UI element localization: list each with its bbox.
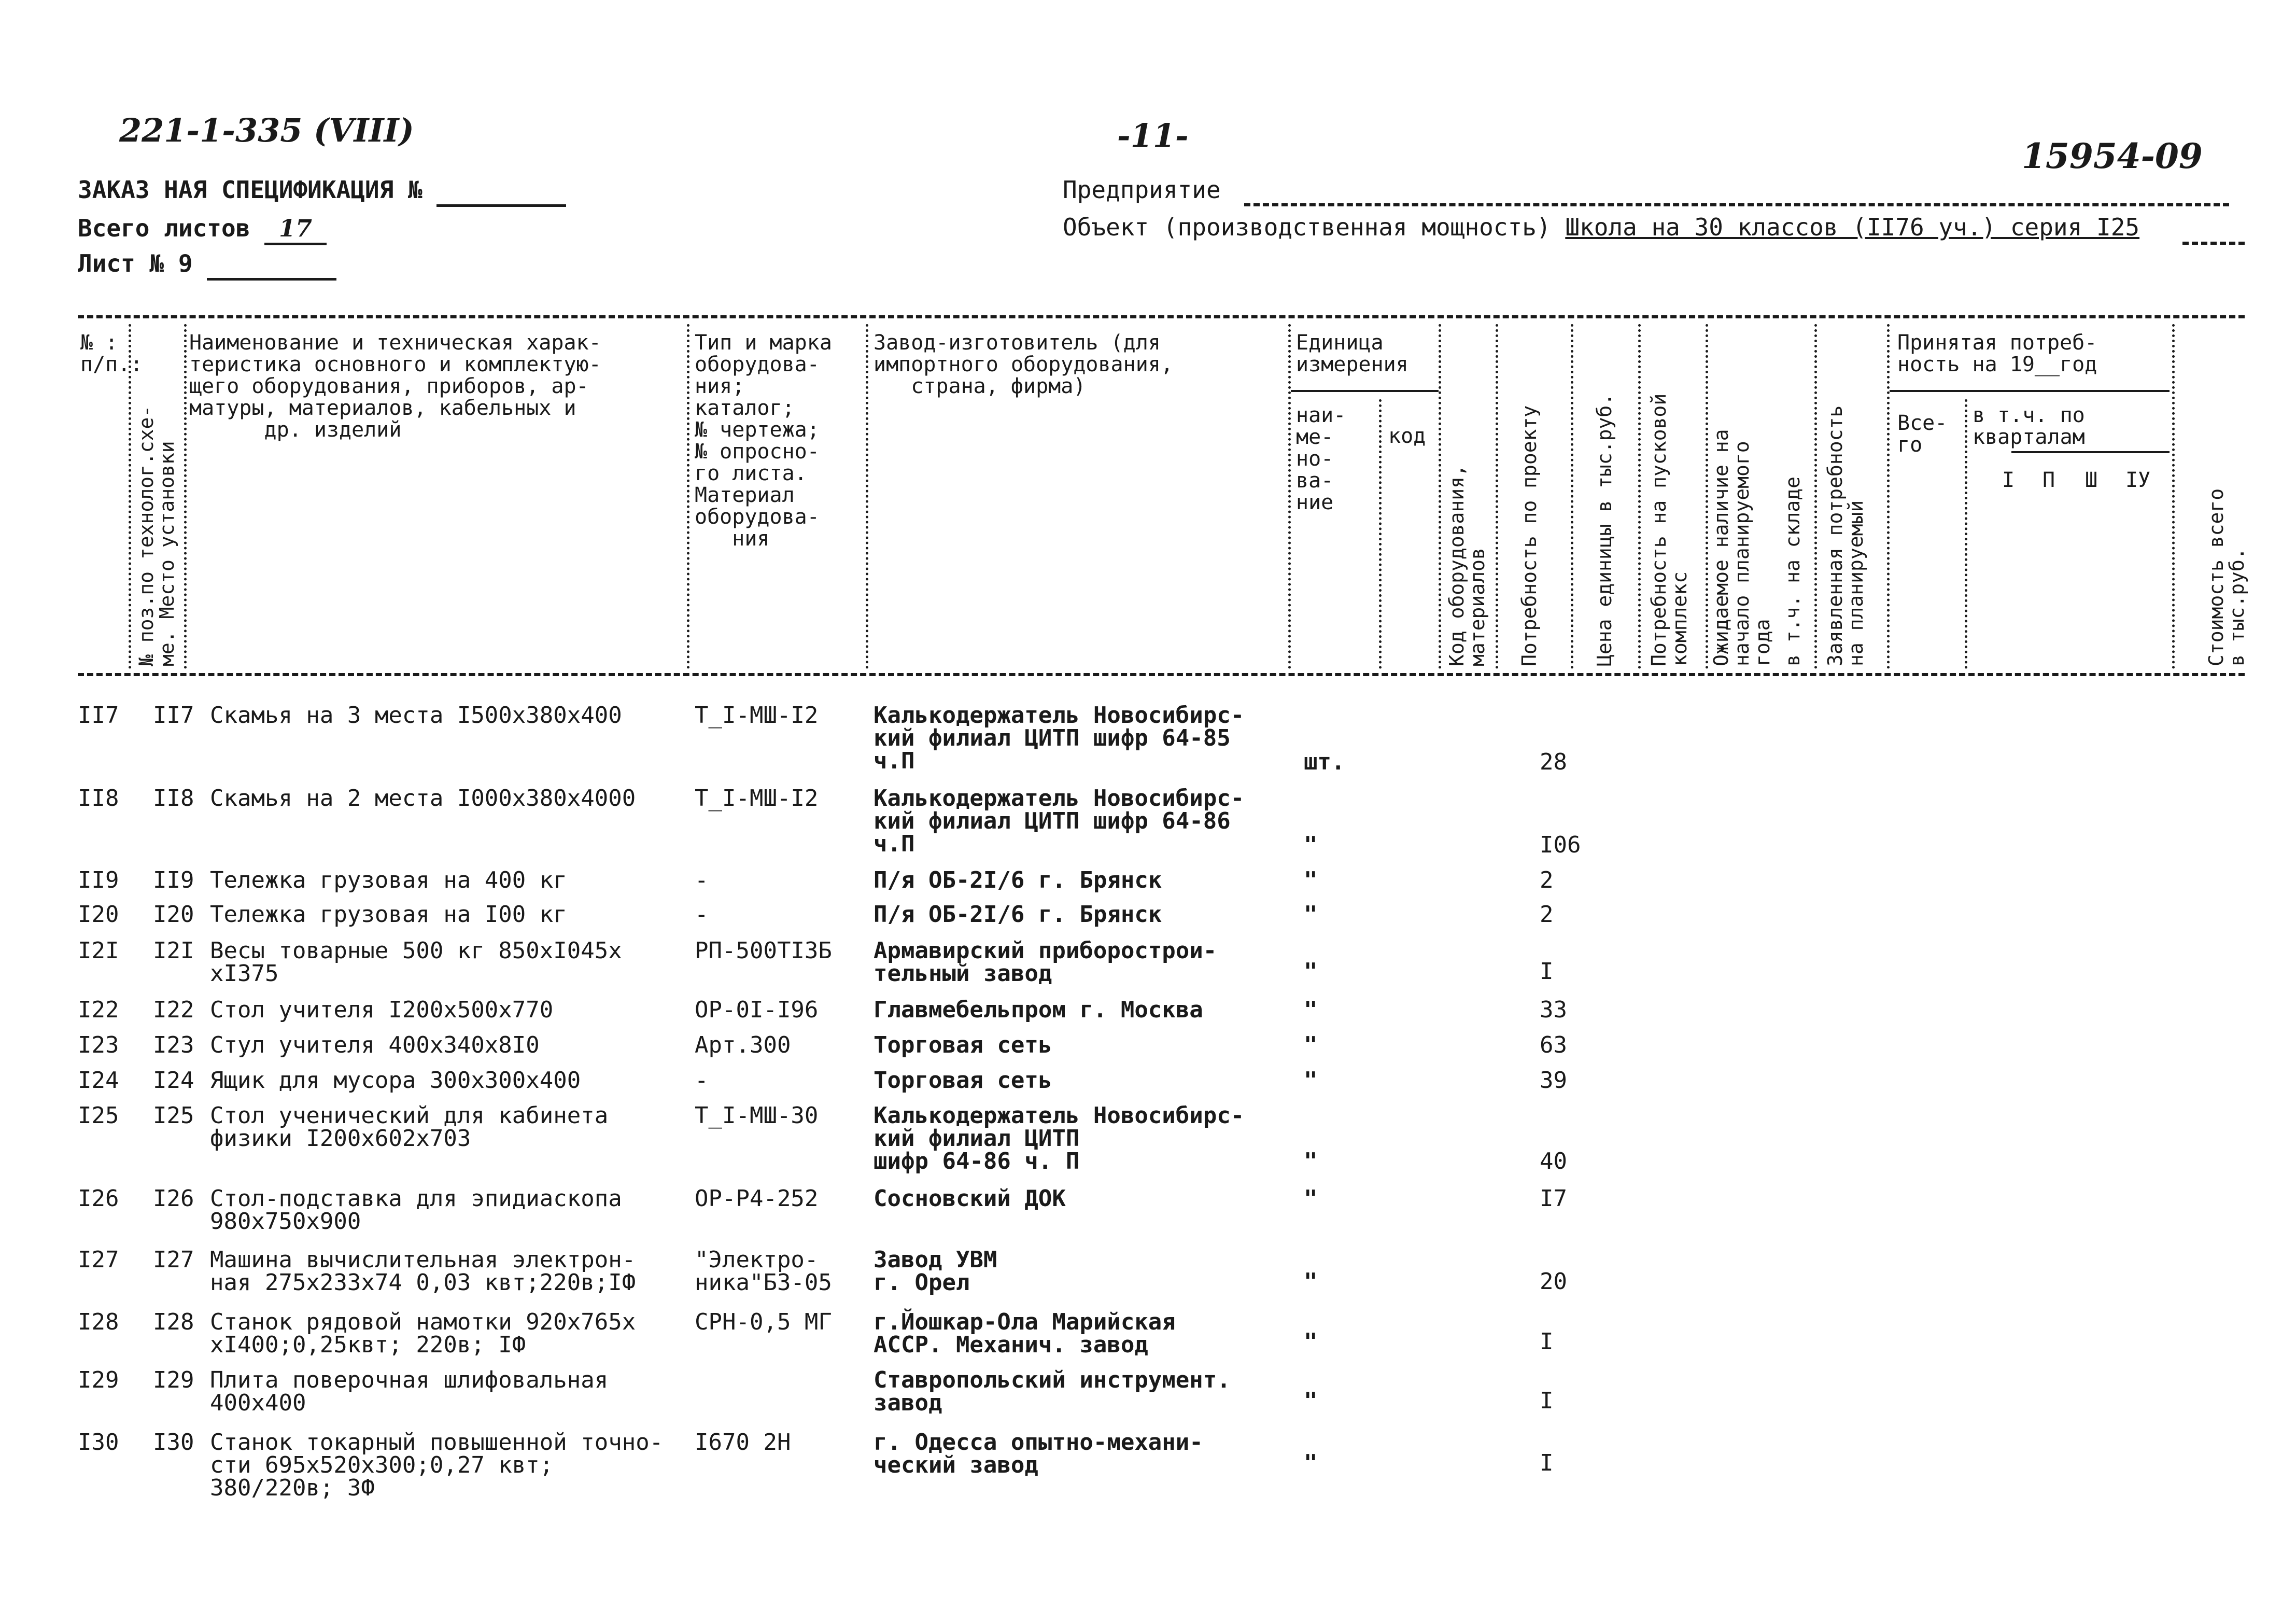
header-accepted-total: Все- го <box>1897 411 1948 457</box>
row-unit: " <box>1304 1328 1318 1355</box>
enterprise-label: Предприятие <box>1063 176 1221 204</box>
row-position: II9 <box>153 867 194 893</box>
unit-group-rule <box>1291 390 1439 392</box>
row-number: I2I <box>78 938 119 964</box>
row-unit: " <box>1304 958 1318 985</box>
row-name: Плита поверочная шлифовальная 400х400 <box>210 1367 609 1416</box>
header-pos: № поз.по технолог.схе- ме. Место установки <box>135 405 178 666</box>
header-quarter-3: Ш <box>2085 468 2098 492</box>
header-unit-code: код <box>1388 424 1426 448</box>
row-number: I24 <box>78 1067 119 1094</box>
row-position: I30 <box>153 1429 194 1456</box>
row-maker: Торговая сеть <box>874 1067 1052 1094</box>
row-maker: П/я ОБ-2I/6 г. Брянск <box>874 867 1162 893</box>
sheet-number-label: Лист № 9 <box>78 249 193 277</box>
row-number: II7 <box>78 702 119 729</box>
row-maker: г. Одесса опытно-механи- ческий завод <box>874 1429 1203 1478</box>
sheet-number-blank <box>207 249 336 281</box>
row-number: I25 <box>78 1102 119 1129</box>
header-name: Наименование и техническая харак- теристика основного и комплектую- щего оборудования, приборов, ар- матуры, материалов, кабельных и др. изделий <box>189 331 601 442</box>
document-code: 221-1-335 (VIII) <box>119 111 414 149</box>
row-unit: " <box>1304 1185 1318 1212</box>
header-launch: Потребность на пусковой комплекс <box>1647 393 1691 666</box>
row-type: Арт.300 <box>695 1032 791 1058</box>
row-position: I27 <box>153 1247 194 1273</box>
row-quantity: 2 <box>1540 901 1554 928</box>
row-unit: " <box>1304 1067 1318 1094</box>
row-quantity: I <box>1540 958 1554 985</box>
col-sep <box>1571 324 1573 669</box>
enterprise-line <box>1063 175 1221 204</box>
row-unit: " <box>1304 832 1318 858</box>
accepted-group-rule <box>1890 390 2170 392</box>
row-number: I26 <box>78 1185 119 1212</box>
row-name: Ящик для мусора 300х300х400 <box>210 1067 581 1094</box>
row-name: Станок токарный повышенной точно- сти 695х520х300;0,27 квт; 380/220в; 3Ф <box>210 1429 664 1501</box>
row-name: Станок рядовой намотки 920х765х хI400;0,25квт; 220в; IФ <box>210 1309 636 1358</box>
spec-number-blank <box>436 175 566 207</box>
header-accepted: Принятая потреб- ность на 19__год <box>1897 331 2097 376</box>
row-unit: " <box>1304 1268 1318 1295</box>
table-header-bottom-rule <box>78 673 2245 676</box>
row-type: - <box>695 867 709 893</box>
row-number: II8 <box>78 785 119 812</box>
sheets-total <box>78 214 327 245</box>
header-quarter-2: П <box>2043 468 2055 492</box>
object-label: Объект (производственная мощность) <box>1063 213 1551 241</box>
table-top-rule <box>78 315 2245 318</box>
row-maker: Главмебельпром г. Москва <box>874 997 1203 1023</box>
row-unit: " <box>1304 1388 1318 1414</box>
row-unit: " <box>1304 867 1318 893</box>
row-quantity: 28 <box>1540 749 1567 775</box>
row-type: СРН-0,5 МГ <box>695 1309 832 1335</box>
row-type: РП-500ТI3Б <box>695 938 832 964</box>
row-quantity: I <box>1540 1388 1554 1414</box>
row-position: I25 <box>153 1102 194 1129</box>
object-value: Школа на 30 классов (II76 уч.) серия I25 <box>1565 213 2140 241</box>
header-type: Тип и марка оборудова- ния; каталог; № чертежа; № опросно- го листа. Материал оборудова- ния <box>695 331 832 551</box>
row-name: Стол ученический для кабинета физики I200х602х703 <box>210 1102 609 1152</box>
row-type: Т_I-МШ-I2 <box>695 785 819 812</box>
row-position: I26 <box>153 1185 194 1212</box>
row-unit: " <box>1304 997 1318 1023</box>
header-expected: Ожидаемое наличие на начало планируемого года <box>1710 429 1774 666</box>
row-maker: Калькодержатель Новосибирс- кий филиал ЦИТП шифр 64-86 ч.П <box>874 785 1245 857</box>
row-unit: " <box>1304 1148 1318 1174</box>
row-quantity: I <box>1540 1450 1554 1476</box>
row-maker: Ставропольский инструмент. завод <box>874 1367 1231 1416</box>
row-position: II8 <box>153 785 194 812</box>
row-maker: П/я ОБ-2I/6 г. Брянск <box>874 901 1162 928</box>
header-price: Цена единицы в тыс.руб. <box>1593 393 1616 666</box>
header-equipment-code: Код оборудования, материалов <box>1445 465 1489 666</box>
row-number: I28 <box>78 1309 119 1335</box>
col-sep <box>1379 399 1382 669</box>
row-type: "Электро- ника"Б3-05 <box>695 1247 832 1296</box>
row-type: ОР-Р4-252 <box>695 1185 819 1212</box>
header-need: Потребность по проекту <box>1518 405 1541 666</box>
row-name: Тележка грузовая на I00 кг <box>210 901 567 928</box>
object-line <box>1063 213 2139 242</box>
header-stock: в т.ч. на складе <box>1781 476 1804 666</box>
row-maker: Калькодержатель Новосибирс- кий филиал ЦИТП шифр 64-85 ч.П <box>874 702 1245 774</box>
row-position: I24 <box>153 1067 194 1094</box>
row-position: I29 <box>153 1367 194 1393</box>
row-name: Стул учителя 400х340х8I0 <box>210 1032 540 1058</box>
row-maker: Торговая сеть <box>874 1032 1052 1058</box>
col-sep <box>687 324 689 669</box>
header-cost: Стоимость всего в тыс.руб. <box>2205 488 2248 666</box>
row-quantity: 39 <box>1540 1067 1567 1094</box>
row-name: Стол учителя I200х500х770 <box>210 997 554 1023</box>
row-position: I22 <box>153 997 194 1023</box>
header-num: № : п/п.: <box>80 331 143 376</box>
col-sep <box>2172 324 2175 669</box>
row-quantity: I06 <box>1540 832 1581 858</box>
row-type: ОР-0I-I96 <box>695 997 819 1023</box>
header-quarter-1: I <box>2002 468 2015 492</box>
row-quantity: 40 <box>1540 1148 1567 1174</box>
row-maker: Сосновский ДОК <box>874 1185 1066 1212</box>
row-maker: Армавирский приборострои- тельный завод <box>874 938 1217 987</box>
row-name: Весы товарные 500 кг 850хI045х хI375 <box>210 938 622 987</box>
row-maker: г.Йошкар-Ола Марийская АССР. Механич. завод <box>874 1309 1176 1358</box>
row-position: I20 <box>153 901 194 928</box>
row-type: Т_I-МШ-I2 <box>695 702 819 729</box>
col-sep <box>1496 324 1498 669</box>
row-quantity: I <box>1540 1328 1554 1355</box>
header-quarters: в т.ч. по кварталам <box>1973 403 2085 449</box>
row-quantity: 63 <box>1540 1032 1567 1058</box>
document-stamp-number: 15954-09 <box>2022 136 2203 176</box>
row-quantity: 33 <box>1540 997 1567 1023</box>
col-sep <box>184 324 187 669</box>
row-number: I22 <box>78 997 119 1023</box>
col-sep <box>1887 324 1890 669</box>
object-blank-line <box>2182 242 2245 245</box>
row-number: I29 <box>78 1367 119 1393</box>
header-unit: Единица измерения <box>1296 331 1408 376</box>
row-name: Скамья на 3 места I500х380х400 <box>210 702 622 729</box>
row-type: I670 2Н <box>695 1429 791 1456</box>
row-unit: шт. <box>1304 749 1345 775</box>
sheet-number <box>78 249 336 281</box>
spec-title-text: ЗАКАЗ НАЯ СПЕЦИФИКАЦИЯ № <box>78 176 422 204</box>
row-type: - <box>695 1067 709 1094</box>
header-maker: Завод-изготовитель (для импортного оборудования, страна, фирма) <box>874 331 1173 398</box>
row-unit: " <box>1304 901 1318 928</box>
row-number: II9 <box>78 867 119 893</box>
quarters-group-rule <box>2011 451 2170 453</box>
row-position: I28 <box>153 1309 194 1335</box>
page-number: -11- <box>1117 117 1189 155</box>
col-sep <box>1965 399 1967 669</box>
sheets-total-label: Всего листов <box>78 214 250 242</box>
col-sep <box>1814 324 1817 669</box>
spec-title <box>78 175 566 207</box>
row-name: Стол-подставка для эпидиаскопа 980х750х900 <box>210 1185 622 1235</box>
row-name: Машина вычислительная электрон- ная 275х233х74 0,03 квт;220в;IФ <box>210 1247 636 1296</box>
sheets-total-value: 17 <box>264 214 327 245</box>
row-unit: " <box>1304 1032 1318 1058</box>
row-quantity: 2 <box>1540 867 1554 893</box>
col-sep <box>866 324 868 669</box>
row-position: I2I <box>153 938 194 964</box>
row-type: - <box>695 901 709 928</box>
col-sep <box>1439 324 1441 669</box>
row-type: Т_I-МШ-30 <box>695 1102 819 1129</box>
row-number: I30 <box>78 1429 119 1456</box>
row-name: Тележка грузовая на 400 кг <box>210 867 567 893</box>
row-number: I23 <box>78 1032 119 1058</box>
row-maker: Калькодержатель Новосибирс- кий филиал ЦИТП шифр 64-86 ч. П <box>874 1102 1245 1174</box>
row-quantity: I7 <box>1540 1185 1567 1212</box>
col-sep <box>1638 324 1641 669</box>
row-maker: Завод УВМ г. Орел <box>874 1247 997 1296</box>
row-position: II7 <box>153 702 194 729</box>
header-declared: Заявленная потребность на планируемый <box>1824 405 1867 666</box>
row-unit: " <box>1304 1450 1318 1476</box>
row-number: I20 <box>78 901 119 928</box>
col-sep <box>1288 324 1291 669</box>
row-quantity: 20 <box>1540 1268 1567 1295</box>
enterprise-blank-line <box>1244 203 2229 206</box>
row-position: I23 <box>153 1032 194 1058</box>
col-sep <box>1706 324 1708 669</box>
row-number: I27 <box>78 1247 119 1273</box>
header-unit-name: наи- ме- но- ва- ние <box>1296 403 1346 514</box>
row-name: Скамья на 2 места I000х380х4000 <box>210 785 636 812</box>
header-quarter-4: IУ <box>2125 468 2151 492</box>
